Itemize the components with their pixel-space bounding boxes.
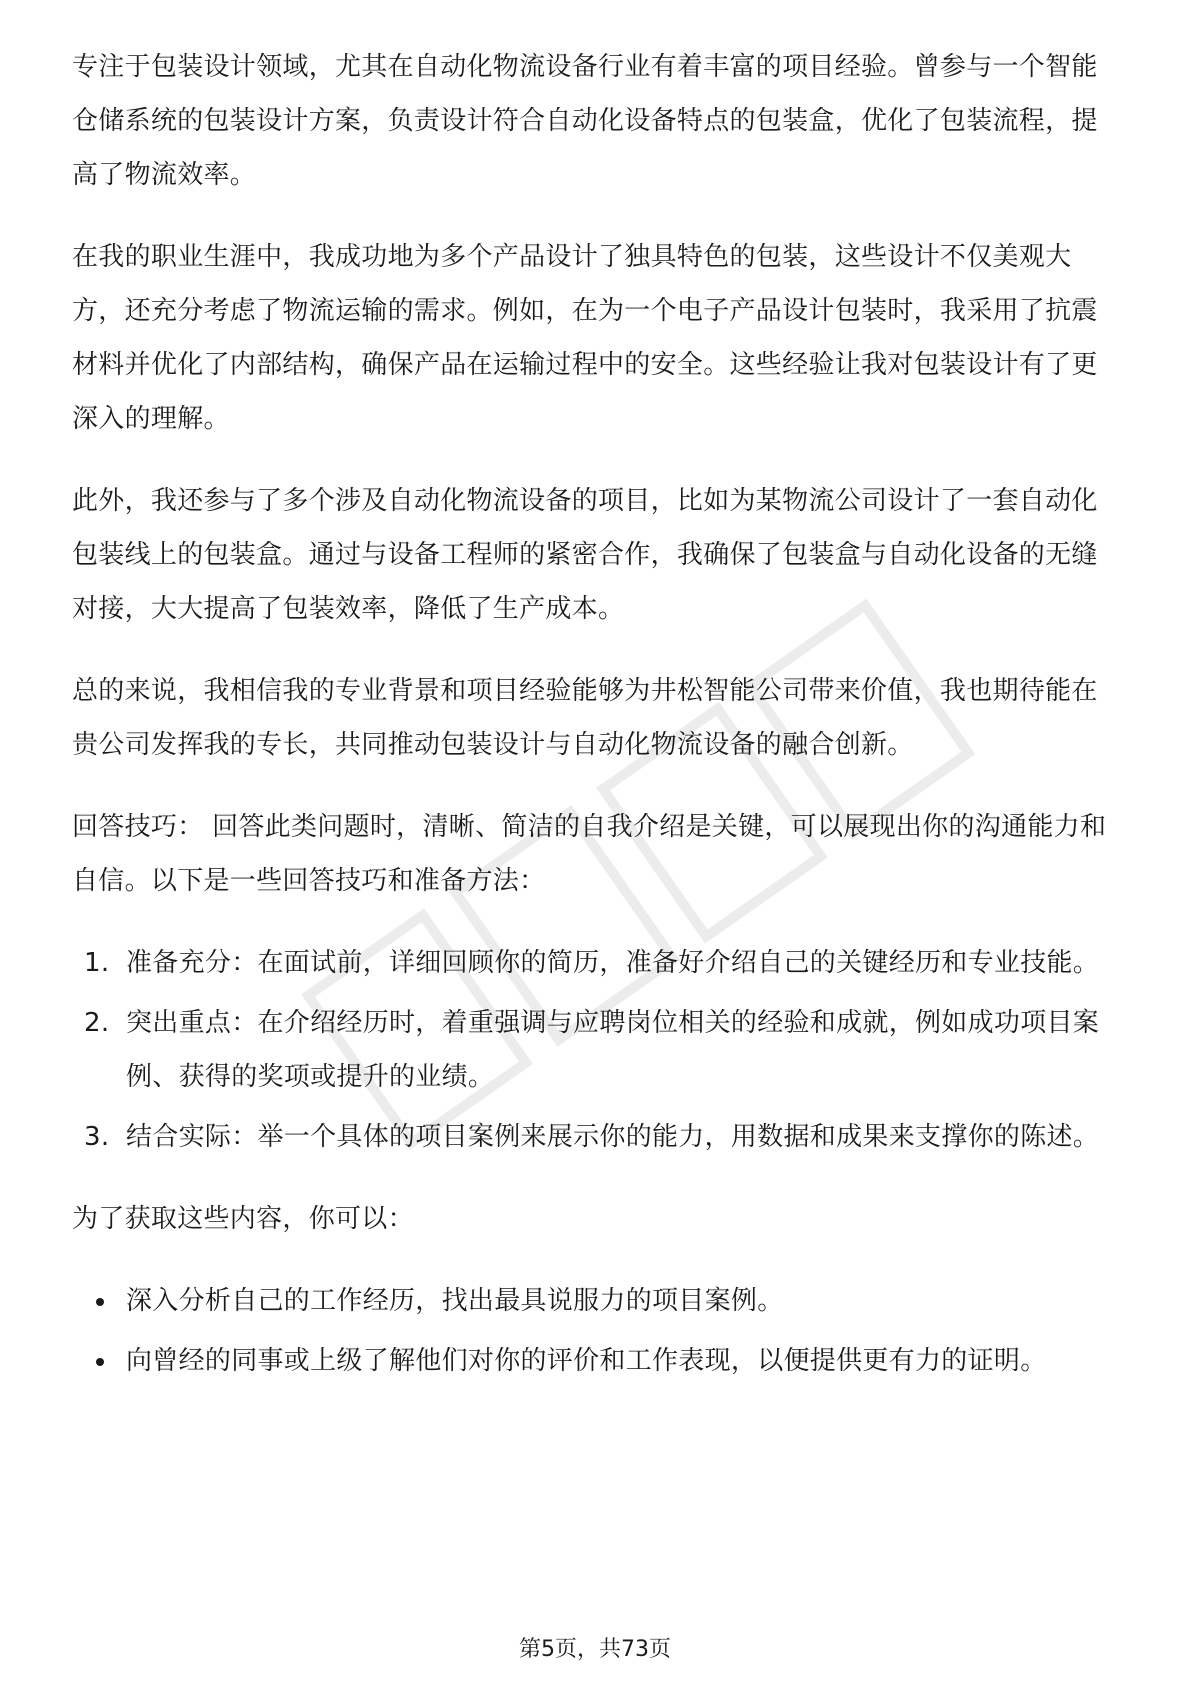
list-item-text: 向曾经的同事或上级了解他们对你的评价和工作表现，以便提供更有力的证明。 — [126, 1346, 1047, 1376]
paragraph-career: 在我的职业生涯中，我成功地为多个产品设计了独具特色的包装，这些设计不仅美观大方，还充分考虑了物流运输的需求。例如，在为一个电子产品设计包装时，我采用了抗震材料并优化了内部结构，确保产品在运输过程中的安全。这些经验让我对包装设计有了更深入的理解。 — [72, 242, 1098, 434]
list-item — [72, 1110, 1118, 1164]
list-item — [72, 936, 1118, 990]
paragraph-tips: 回答技巧： 回答此类问题时，清晰、简洁的自我介绍是关键，可以展现出你的沟通能力和自信。以下是一些回答技巧和准备方法： — [72, 812, 1107, 896]
list-item — [72, 996, 1118, 1104]
list-item — [72, 1334, 1118, 1388]
paragraph-intro: 专注于包装设计领域，尤其在自动化物流设备行业有着丰富的项目经验。曾参与一个智能仓储系统的包装设计方案，负责设计符合自动化设备特点的包装盒，优化了包装流程，提高了物流效率。 — [72, 52, 1098, 190]
bullet-icon — [96, 1298, 104, 1306]
list-number: 2. — [84, 1008, 110, 1038]
list-item-text: 准备充分：在面试前，详细回顾你的简历，准备好介绍自己的关键经历和专业技能。 — [126, 948, 1100, 978]
list-item — [72, 1274, 1118, 1328]
bullet-icon — [96, 1358, 104, 1366]
list-item-text: 结合实际：举一个具体的项目案例来展示你的能力，用数据和成果来支撑你的陈述。 — [126, 1122, 1100, 1152]
list-item-text: 深入分析自己的工作经历，找出最具说服力的项目案例。 — [126, 1286, 784, 1316]
paragraph-projects: 此外，我还参与了多个涉及自动化物流设备的项目，比如为某物流公司设计了一套自动化包装线上的包装盒。通过与设备工程师的紧密合作，我确保了包装盒与自动化设备的无缝对接，大大提高了包装效率，降低了生产成本。 — [72, 486, 1098, 624]
list-number: 1. — [84, 948, 110, 978]
list-number: 3. — [84, 1122, 110, 1152]
document-body — [72, 40, 1118, 1416]
paragraph-summary: 总的来说，我相信我的专业背景和项目经验能够为井松智能公司带来价值，我也期待能在贵公司发挥我的专长，共同推动包装设计与自动化物流设备的融合创新。 — [72, 676, 1098, 760]
tips-numbered-list — [72, 936, 1118, 1164]
bullet-list — [72, 1274, 1118, 1388]
list-item-text: 突出重点：在介绍经历时，着重强调与应聘岗位相关的经验和成就，例如成功项目案例、获得的奖项或提升的业绩。 — [126, 1008, 1100, 1092]
paragraph-lead-in: 为了获取这些内容，你可以： — [72, 1204, 414, 1234]
page-footer: 第5页，共73页 — [519, 1637, 671, 1662]
